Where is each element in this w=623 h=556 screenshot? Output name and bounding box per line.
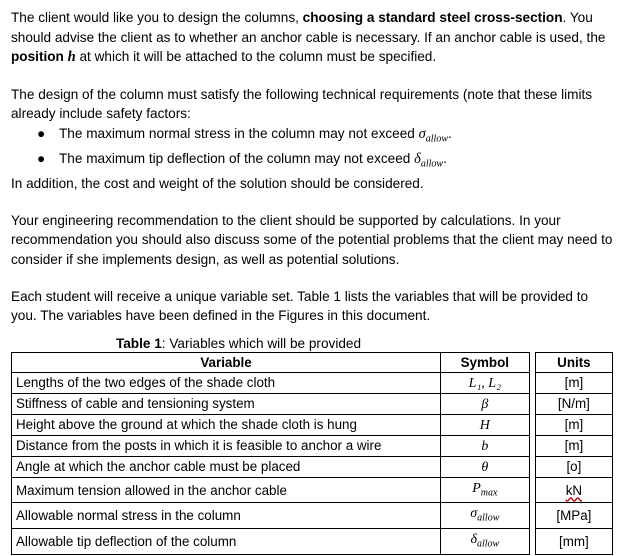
requirement-text: The maximum normal stress in the column may not exceed [59,125,419,141]
bullet-icon: ● [37,151,46,167]
row-variable: Stiffness of cable and tensioning system [12,393,441,414]
row-symbol: β [481,396,489,412]
para1-bold-2: position [11,49,68,65]
paragraph-variable-set: Each student will receive a unique variable set. Table 1 lists the variables that will be provided to you. The variables have been defined in the Figures in this document. [11,288,589,324]
header-variable: Variable [12,352,441,372]
row-units: [mm] [535,529,612,555]
paragraph-design-task [11,8,613,68]
row-units: kN [565,482,583,498]
table-row [12,456,613,477]
header-symbol: Symbol [441,352,529,372]
table-row [12,372,613,393]
row-units: [m] [535,372,612,393]
row-symbol: L₁, L₂ [468,375,501,391]
paragraph-requirements-intro: The design of the column must satisfy the following technical requirements (note that these limits already include safety factors: [11,86,593,122]
requirement-item-stress [37,124,613,149]
table-header-row [12,352,613,372]
paragraph-recommendation: Your engineering recommendation to the client should be supported by calculations. In your recommendation you should also discuss some of the potential problems that the client may need to consider if she implements design, as well as potential solutions. [11,212,613,267]
para1-text-3: at which it will be attached to the column must be specified. [75,49,437,65]
row-symbol: θ [481,459,489,475]
row-symbol: σ [470,506,478,522]
requirement-text: The maximum tip deflection of the column may not exceed [59,151,415,167]
row-variable: Allowable normal stress in the column [12,503,441,529]
requirement-end: . [443,151,447,167]
row-units: [o] [535,456,612,477]
row-symbol-subscript: max [480,487,498,499]
requirement-item-deflection [37,149,613,174]
row-symbol: δ [470,532,477,548]
header-units: Units [535,352,612,372]
requirement-subscript: allow [425,133,449,145]
table-row [12,414,613,435]
table-caption-text: : Variables which will be provided [161,335,362,351]
row-variable: Maximum tension allowed in the anchor cable [12,477,441,503]
table-row [12,503,613,529]
table-row [12,393,613,414]
row-symbol: b [481,438,489,454]
row-symbol-subscript: allow [476,538,500,550]
row-symbol: P [472,480,481,496]
row-symbol-subscript: allow [477,513,500,525]
row-units: [m] [535,435,612,456]
row-variable: Angle at which the anchor cable must be placed [12,456,441,477]
table-row [12,529,613,555]
row-variable: Height above the ground at which the shade cloth is hung [12,414,441,435]
bullet-icon: ● [37,125,46,141]
table-caption [11,335,466,352]
para1-bold-1: choosing a standard steel cross-section [302,10,563,25]
table-row [12,477,613,503]
para1-position-symbol: h [67,49,76,66]
requirement-symbol: δ [414,151,421,168]
para1-text-2: . You should advise the client as to whether an anchor cable is necessary. If an anchor cable is used, the [11,10,606,45]
row-variable: Lengths of the two edges of the shade cloth [12,372,441,393]
requirement-subscript: allow [420,158,444,170]
row-units: [MPa] [535,503,612,529]
requirement-end: . [448,125,452,141]
variables-table [11,352,613,555]
row-variable: Distance from the posts in which it is feasible to anchor a wire [12,435,441,456]
table-row [12,435,613,456]
row-units: [m] [535,414,612,435]
row-units: [N/m] [535,393,612,414]
row-symbol: H [479,417,490,433]
table-caption-label: Table 1 [115,335,162,351]
para1-text-1: The client would like you to design the columns, [11,10,303,25]
requirements-list [11,124,613,174]
paragraph-requirements-outro: In addition, the cost and weight of the solution should be considered. [11,176,424,192]
requirement-symbol: σ [418,125,426,142]
row-variable: Allowable tip deflection of the column [12,529,441,555]
